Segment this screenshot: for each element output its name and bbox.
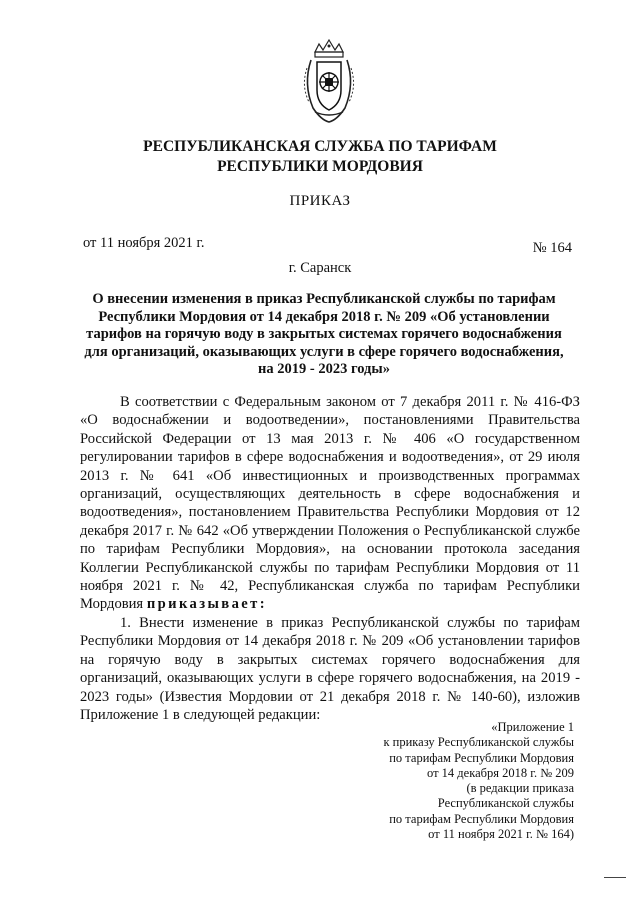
subject-line: для организаций, оказывающих услуги в сфере горячего водоснабжения, xyxy=(84,343,564,360)
document-type: ПРИКАЗ xyxy=(289,193,351,209)
order-number: № 164 xyxy=(532,240,572,256)
appendix-line: «Приложение 1 xyxy=(491,720,574,734)
preamble-text: В соответствии с Федеральным законом от 7 декабря 2011 г. № 416-ФЗ «О водоснабжении и водоотведении», постановлениями Правительства Российской Федерации от 13 мая 2013 г. № 406 «О государственном регулировании тарифов в сфере водоснабжения и водоотведения», от 29 июля 2013 г. № 641 «Об инвестиционных и производственных программах организаций, осуществляющих деятельность в сфере водоснабжения и водоотведения», постановлением Правительства Республики Мордовия от 12 декабря 2017 г. № 642 «Об утверждении Положения о Республиканской службе по тарифам Республики Мордовия», на основании протокола заседания Коллегии Республиканской службы по тарифам Республики Мордовия от 11 ноября 2021 г. № 42, Республиканская служба по тарифам Республики Мордовия xyxy=(80,394,580,613)
appendix-line: (в редакции приказа xyxy=(466,781,574,796)
appendix-line: Республиканской службы xyxy=(437,796,574,811)
scan-edge-mark xyxy=(604,877,626,878)
order-city: г. Саранск xyxy=(288,260,352,276)
clause-1-paragraph: 1. Внести изменение в приказ Республиканской службы по тарифам Республики Мордовия от 14 декабря 2018 г. № 209 «Об установлении тарифов на горячую воду в закрытых системах горячего водоснабжения для организаций, оказывающих услуги в сфере горячего водоснабжения, на 2019 - 2023 годы» (Известия Мордовии от 21 декабря 2018 г. № 140-60), изложив Приложение 1 в следующей редакции: xyxy=(80,614,580,723)
appendix-line: по тарифам Республики Мордовия xyxy=(389,811,574,826)
subject-line: тарифов на горячую воду в закрытых системах горячего водоснабжения xyxy=(86,326,562,342)
orders-keyword: приказывает: xyxy=(146,596,267,613)
appendix-line: по тарифам Республики Мордовия xyxy=(389,750,574,765)
subject-line: О внесении изменения в приказ Республиканской службы по тарифам xyxy=(92,291,556,307)
order-body xyxy=(80,393,580,724)
order-date: от 11 ноября 2021 г. xyxy=(83,235,205,251)
org-name-line1: РЕСПУБЛИКАНСКАЯ СЛУЖБА ПО ТАРИФАМ xyxy=(143,138,497,155)
appendix-header xyxy=(314,720,574,842)
subject-line: Республики Мордовия от 14 декабря 2018 г. № 209 «Об установлении xyxy=(98,308,550,325)
preamble-paragraph xyxy=(80,393,580,614)
appendix-line: от 14 декабря 2018 г. № 209 xyxy=(426,765,574,780)
order-subject xyxy=(70,291,578,379)
coat-of-arms-emblem-icon xyxy=(301,38,357,126)
org-name-line2: РЕСПУБЛИКИ МОРДОВИЯ xyxy=(217,158,423,175)
appendix-line: от 11 ноября 2021 г. № 164) xyxy=(428,827,574,842)
appendix-line: к приказу Республиканской службы xyxy=(383,735,574,750)
subject-line: на 2019 - 2023 годы» xyxy=(258,361,390,377)
